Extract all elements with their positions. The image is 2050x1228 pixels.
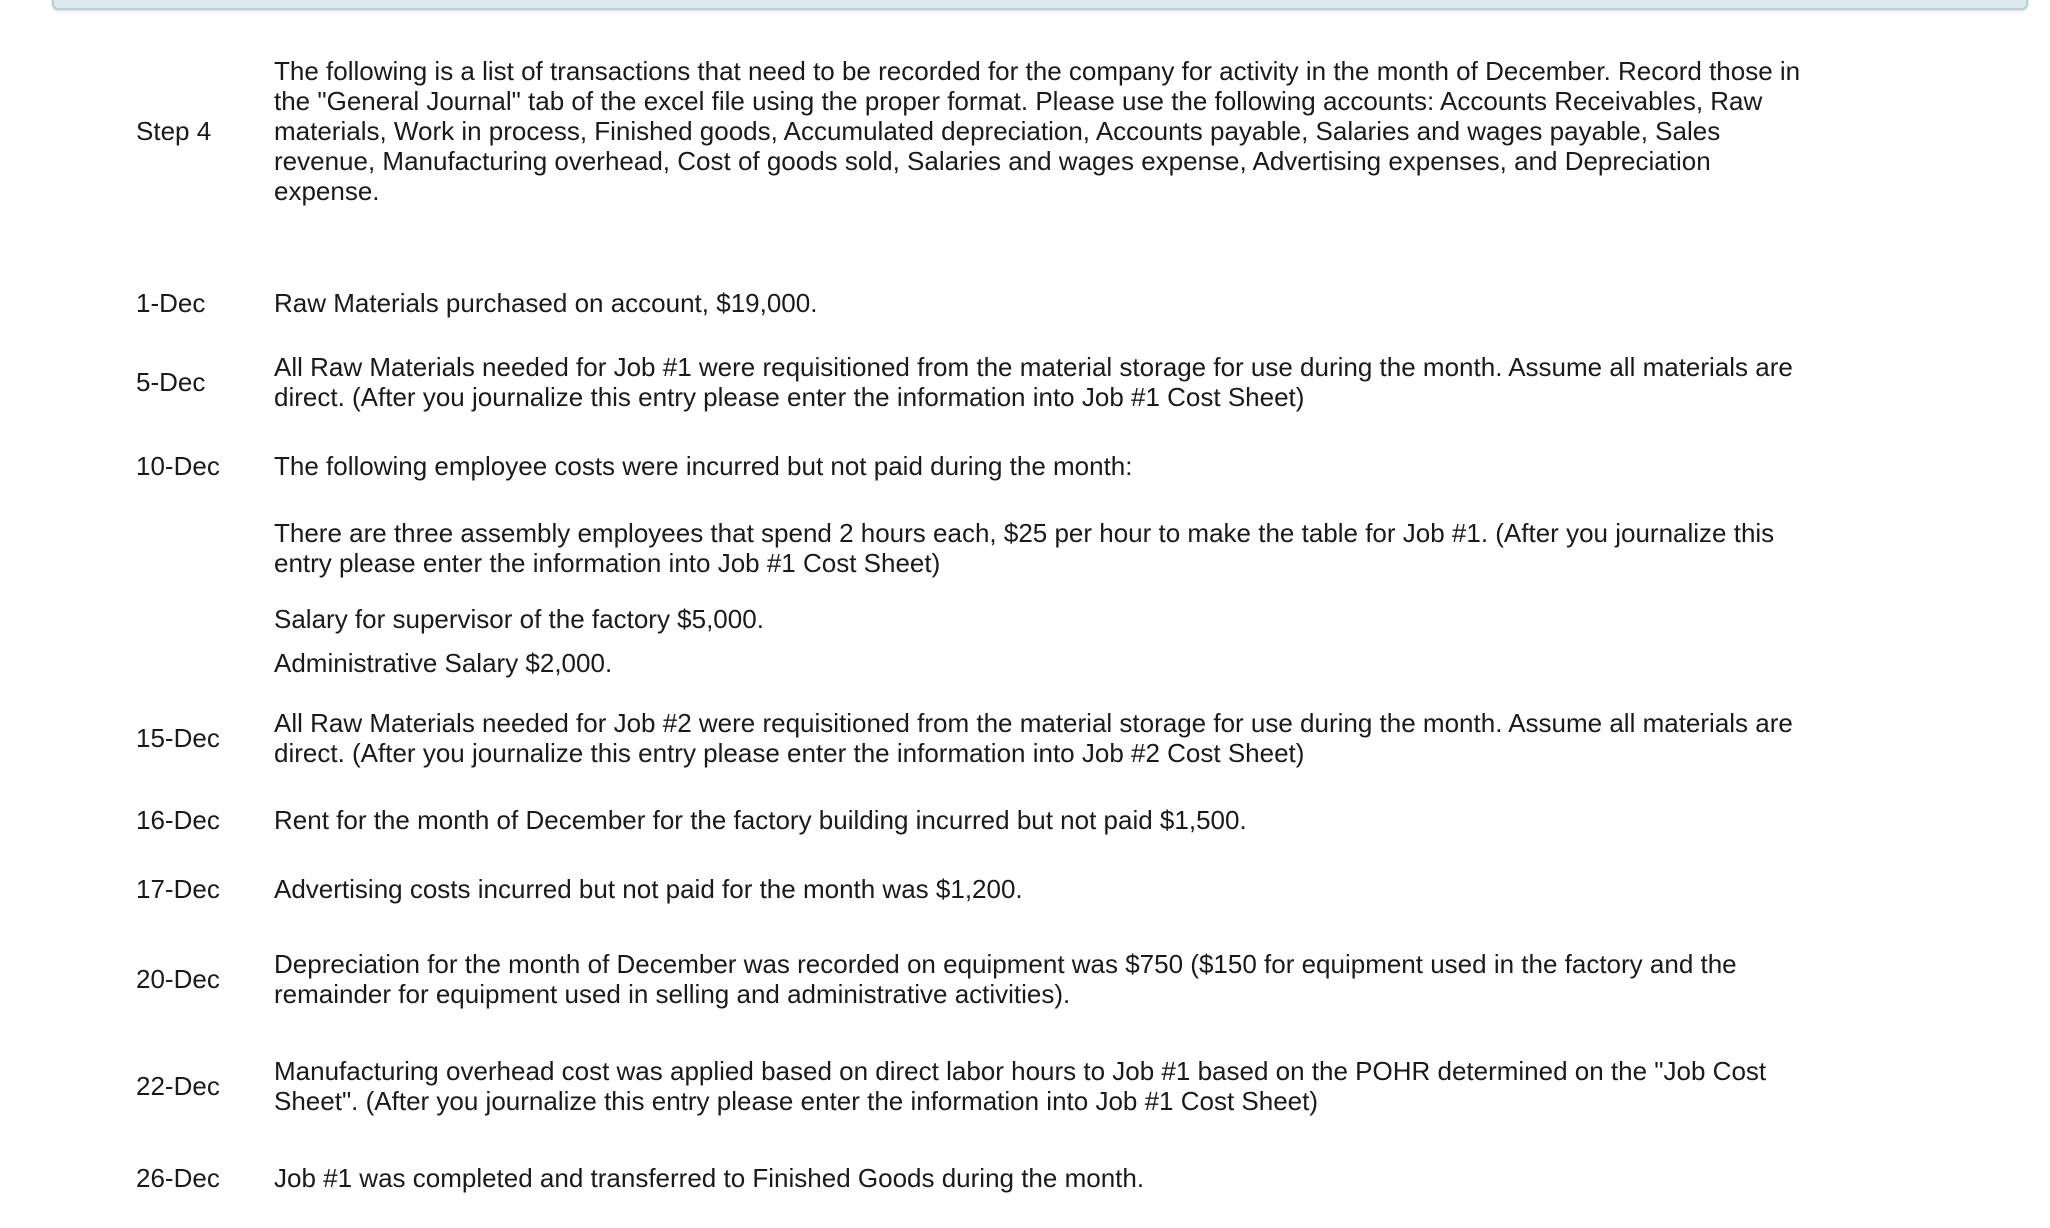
transaction-text: Administrative Salary $2,000. xyxy=(274,648,613,678)
transaction-date: 5-Dec xyxy=(136,367,206,397)
transaction-date: 15-Dec xyxy=(136,723,220,753)
step-instructions: The following is a list of transactions that need to be recorded for the company for activity in the month of December. Record those in the "General Journal" tab of the excel file using the proper format. Please use the following accounts: Accounts Receivables, Raw materials, Work in process, Finished goods, Accumulated depreciation, Accounts payable, Salaries and wages payable, Sales revenue, Manufacturing overhead, Cost of goods sold, Salaries and wages expense, Advertising expenses, and Depreciation expense. xyxy=(274,56,1801,206)
transaction-date: 22-Dec xyxy=(136,1071,220,1101)
transaction-date: 20-Dec xyxy=(136,964,220,994)
transaction-text: Rent for the month of December for the factory building incurred but not paid $1,500. xyxy=(274,805,1247,835)
transaction-date: 10-Dec xyxy=(136,451,220,481)
transaction-text: Job #1 was completed and transferred to Finished Goods during the month. xyxy=(274,1163,1145,1193)
transaction-text: There are three assembly employees that spend 2 hours each, $25 per hour to make the table for Job #1. (After you journalize this entry please enter the information into Job #1 Cost Sheet) xyxy=(274,518,1775,578)
transaction-date: 26-Dec xyxy=(136,1163,220,1193)
transaction-date: 1-Dec xyxy=(136,288,206,318)
transaction-text: Advertising costs incurred but not paid for the month was $1,200. xyxy=(274,874,1023,904)
transaction-text: Depreciation for the month of December was recorded on equipment was $750 ($150 for equipment used in the factory and the remainder for equipment used in selling and administrative activities). xyxy=(274,949,1737,1009)
transaction-text: Manufacturing overhead cost was applied based on direct labor hours to Job #1 based on the POHR determined on the "Job Cost Sheet". (After you journalize this entry please enter the information into Job #1 Cost Sheet) xyxy=(274,1056,1767,1116)
transaction-text: All Raw Materials needed for Job #1 were requisitioned from the material storage for use during the month. Assume all materials are direct. (After you journalize this entry please enter the information into Job #1 Cost Sheet) xyxy=(274,352,1793,412)
transaction-text: The following employee costs were incurred but not paid during the month: xyxy=(274,451,1133,481)
transaction-text: Salary for supervisor of the factory $5,000. xyxy=(274,604,764,634)
transaction-date: 16-Dec xyxy=(136,805,220,835)
transaction-text: Raw Materials purchased on account, $19,000. xyxy=(274,288,818,318)
transaction-date: 17-Dec xyxy=(136,874,220,904)
step-label: Step 4 xyxy=(136,116,212,146)
transaction-text: All Raw Materials needed for Job #2 were requisitioned from the material storage for use during the month. Assume all materials are direct. (After you journalize this entry please enter the information into Job #2 Cost Sheet) xyxy=(274,708,1793,768)
